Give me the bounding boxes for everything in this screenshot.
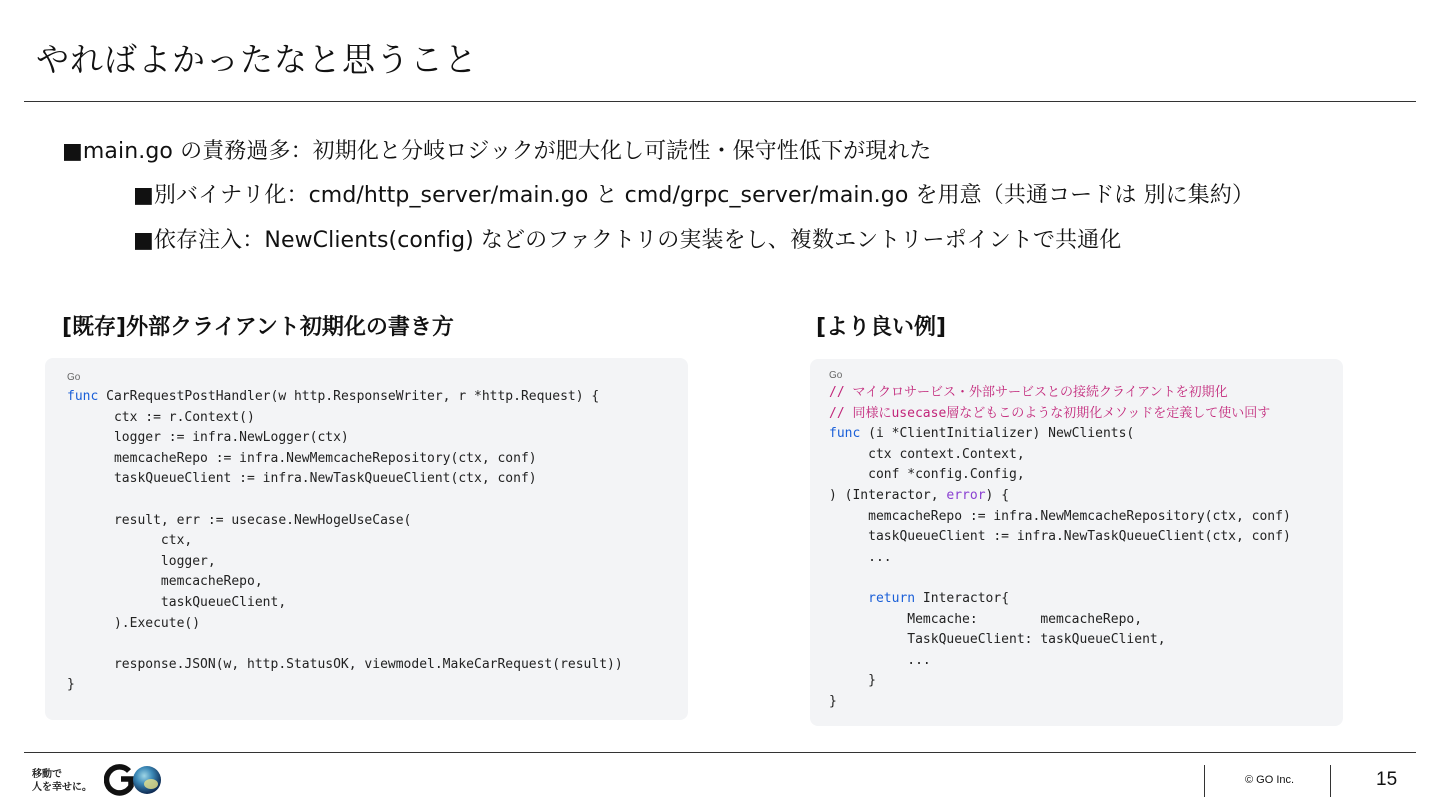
code-line	[67, 634, 623, 655]
code-line	[829, 568, 1291, 589]
code-text: }	[67, 677, 75, 693]
code-text: taskQueueClient,	[67, 594, 287, 610]
code-text: memcacheRepo := infra.NewMemcacheRepository(ctx, conf)	[829, 508, 1291, 524]
code-keyword: error	[946, 487, 986, 503]
code-line	[829, 651, 1291, 672]
bullet-main-go: ■main.go の責務過多：初期化と分岐ロジックが肥大化し可読性・保守性低下が現れた	[62, 139, 932, 164]
code-text	[829, 591, 868, 606]
code-line	[829, 671, 1291, 692]
code-text: ctx,	[67, 533, 193, 549]
code-line	[829, 445, 1291, 466]
code-text: Interactor{	[915, 590, 1010, 606]
footer-separator	[1330, 765, 1331, 797]
code-text: logger,	[67, 553, 216, 569]
code-text: response.JSON(w, http.StatusOK, viewmodel.MakeCarRequest(result))	[67, 656, 623, 672]
footer-tagline	[32, 768, 92, 794]
code-line	[829, 610, 1291, 631]
code-line	[829, 630, 1291, 651]
code-line	[67, 572, 623, 593]
code-text: Memcache: memcacheRepo,	[829, 611, 1143, 627]
code-line	[67, 655, 623, 676]
code-line	[67, 511, 623, 532]
code-text: TaskQueueClient: taskQueueClient,	[829, 632, 1166, 648]
code-text: CarRequestPostHandler(w http.ResponseWriter, r *http.Request) {	[98, 389, 600, 404]
code-text: ).Execute()	[67, 615, 201, 631]
code-line	[829, 383, 1291, 404]
code-line	[67, 614, 623, 635]
slide-title: やればよかったなと思うこと	[36, 40, 478, 79]
code-content	[829, 383, 1291, 713]
code-line	[829, 424, 1291, 445]
code-line	[829, 589, 1291, 610]
left-section-title: [既存]外部クライアント初期化の書き方	[62, 315, 454, 340]
code-language-label: Go	[67, 372, 81, 383]
code-text: ...	[829, 549, 892, 565]
code-text: ...	[829, 652, 931, 668]
go-logo	[104, 762, 164, 798]
bullet-dependency-injection: ■依存注入：NewClients(config) などのファクトリの実装をし、複数エントリーポイントで共通化	[133, 228, 1122, 253]
code-text: logger := infra.NewLogger(ctx)	[67, 430, 349, 446]
code-text: taskQueueClient := infra.NewTaskQueueClient(ctx, conf)	[67, 471, 537, 487]
code-text: (i *ClientInitializer) NewClients(	[860, 426, 1135, 442]
code-line	[829, 465, 1291, 486]
code-text: }	[829, 693, 837, 709]
code-line	[67, 490, 623, 511]
code-text: taskQueueClient := infra.NewTaskQueueClient(ctx, conf)	[829, 529, 1291, 545]
code-text: ) {	[985, 487, 1010, 503]
code-comment: // マイクロサービス・外部サービスとの接続クライアントを初期化	[829, 385, 1228, 400]
right-section-title: [より良い例]	[816, 315, 947, 340]
code-line	[829, 548, 1291, 569]
code-line	[829, 486, 1291, 507]
tagline-line: 人を幸せに。	[32, 782, 92, 793]
existing-code-block	[45, 358, 688, 720]
code-content	[67, 387, 623, 696]
code-keyword: func	[829, 426, 861, 442]
code-line	[67, 408, 623, 429]
code-text: }	[829, 673, 876, 689]
code-comment: // 同様にusecase層などもこのような初期化メソッドを定義して使い回す	[829, 405, 1271, 421]
code-keyword: func	[67, 389, 99, 404]
page-number: 15	[1376, 769, 1398, 790]
code-text: ctx context.Context,	[829, 446, 1025, 462]
code-line	[67, 449, 623, 470]
code-text: memcacheRepo,	[67, 574, 263, 590]
code-line	[67, 593, 623, 614]
code-text: result, err := usecase.NewHogeUseCase(	[67, 512, 412, 528]
copyright: © GO Inc.	[1245, 774, 1295, 786]
tagline-line: 移動で	[32, 769, 62, 780]
footer-divider	[24, 752, 1416, 753]
code-language-label: Go	[829, 370, 843, 381]
code-line	[67, 552, 623, 573]
code-line	[67, 387, 623, 408]
code-keyword: return	[868, 590, 916, 606]
code-text: conf *config.Config,	[829, 467, 1025, 483]
title-divider	[24, 101, 1416, 102]
code-text: ctx := r.Context()	[67, 409, 255, 425]
code-line	[67, 469, 623, 490]
code-line	[829, 527, 1291, 548]
code-line	[829, 692, 1291, 713]
code-line	[67, 531, 623, 552]
footer-separator	[1204, 765, 1205, 797]
code-text: memcacheRepo := infra.NewMemcacheRepository(ctx, conf)	[67, 450, 537, 466]
code-line	[67, 428, 623, 449]
code-line	[829, 507, 1291, 528]
code-line	[829, 404, 1291, 425]
code-text: ) (Interactor,	[829, 487, 947, 503]
code-line	[67, 675, 623, 696]
bullet-separate-binary: ■別バイナリ化：cmd/http_server/main.go と cmd/grpc_server/main.go を用意（共通コードは 別に集約）	[133, 183, 1255, 208]
better-code-block	[810, 359, 1343, 726]
